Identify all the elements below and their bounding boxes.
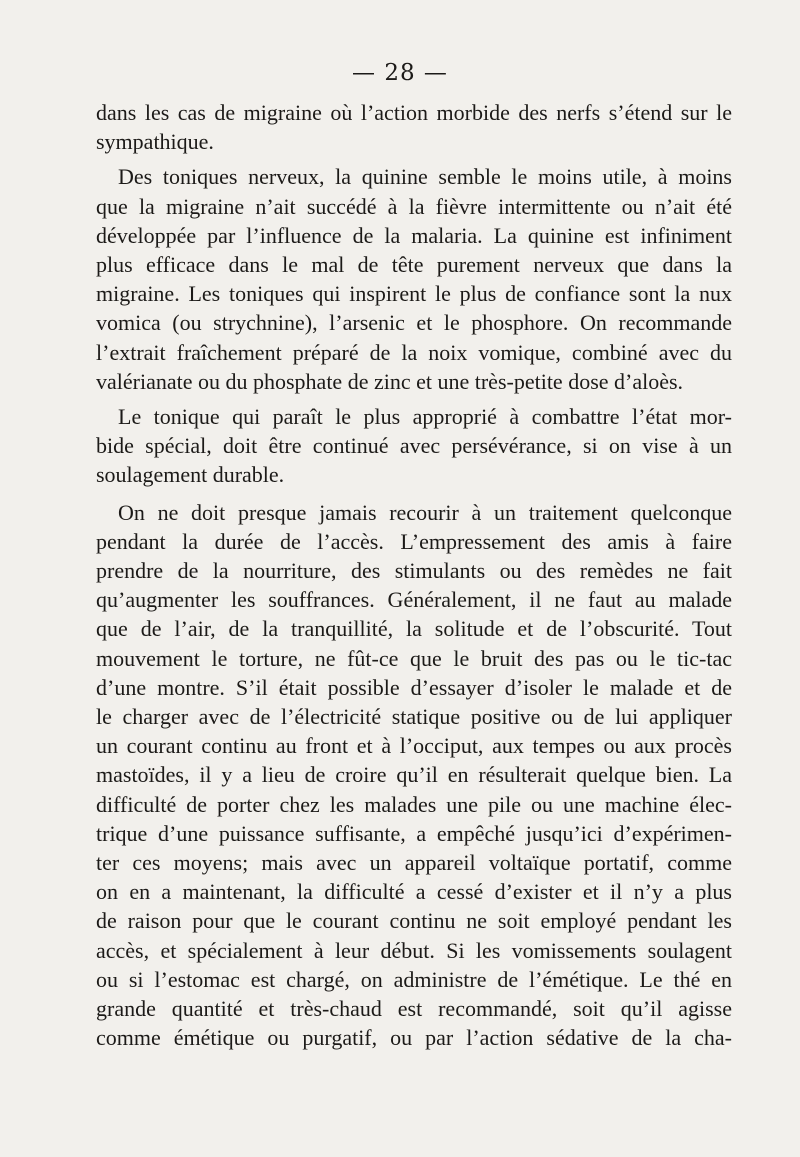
paragraph-4	[96, 498, 732, 1053]
text-line: un courant continu au front et à l’occiput, aux tempes ou aux procès	[96, 733, 732, 759]
text-line: dans les cas de migraine où l’action morbide des nerfs s’étend sur le	[96, 100, 732, 125]
paragraph-3	[96, 402, 732, 490]
text-line: mouvement le torture, ne fût-ce que le bruit des pas ou le tic-tac	[96, 645, 732, 671]
text-line: pendant la durée de l’accès. L’empressement des amis à faire	[96, 528, 732, 554]
text-line: on en a maintenant, la difficulté a cessé d’exister et il n’y a plus	[96, 879, 732, 905]
text-line: migraine. Les toniques qui inspirent le plus de confiance sont la nux	[96, 281, 732, 307]
text-line: mastoïdes, il y a lieu de croire qu’il en résulterait quelque bien. La	[96, 762, 732, 788]
text-line: trique d’une puissance suffisante, a empêché jusqu’ici d’expérimen-	[96, 820, 732, 846]
text-line: vomica (ou strychnine), l’arsenic et le phosphore. On recommande	[96, 310, 732, 336]
text-line: valérianate ou du phosphate de zinc et une très-petite dose d’aloès.	[96, 368, 684, 394]
page-number: — 28 —	[352, 60, 448, 86]
text-line: de raison pour que le courant continu ne soit employé pendant les	[96, 908, 732, 934]
text-line: bide spécial, doit être continué avec persévérance, si on vise à un	[96, 433, 732, 459]
text-line: prendre de la nourriture, des stimulants ou des remèdes ne fait	[96, 558, 732, 584]
paragraph-2	[96, 162, 732, 396]
text-line: que de l’air, de la tranquillité, la solitude et de l’obscurité. Tout	[96, 616, 732, 642]
text-line: comme émétique ou purgatif, ou par l’action sédative de la cha-	[96, 1025, 732, 1051]
text-line: soulagement durable.	[96, 462, 285, 488]
text-line: qu’augmenter les souffrances. Généralement, il ne faut au malade	[96, 587, 732, 613]
text-line: Le tonique qui paraît le plus approprié à combattre l’état mor-	[118, 404, 732, 430]
text-line: grande quantité et très-chaud est recommandé, soit qu’il agisse	[96, 996, 732, 1022]
text-line: accès, et spécialement à leur début. Si les vomissements soulagent	[96, 937, 732, 963]
text-line: sympathique.	[96, 129, 214, 155]
text-line: plus efficace dans le mal de tête purement nerveux que dans la	[96, 252, 732, 278]
text-line: l’extrait fraîchement préparé de la noix vomique, combiné avec du	[96, 339, 732, 365]
text-line: Des toniques nerveux, la quinine semble le moins utile, à moins	[118, 164, 732, 190]
text-line: On ne doit presque jamais recourir à un traitement quelconque	[118, 499, 732, 525]
text-line: ter ces moyens; mais avec un appareil voltaïque portatif, comme	[96, 850, 732, 876]
text-line: difficulté de porter chez les malades une pile ou une machine élec-	[96, 791, 732, 817]
text-line: le charger avec de l’électricité statique positive ou de lui appliquer	[96, 704, 732, 730]
text-line: que la migraine n’ait succédé à la fièvre intermittente ou n’ait été	[96, 193, 732, 219]
text-line: d’une montre. S’il était possible d’essayer d’isoler le malade et de	[96, 674, 732, 700]
text-line: développée par l’influence de la malaria. La quinine est infiniment	[96, 222, 732, 248]
text-line: ou si l’estomac est chargé, on administre de l’émétique. Le thé en	[96, 966, 732, 992]
page-body	[96, 98, 732, 1059]
paragraph-1	[96, 98, 732, 156]
